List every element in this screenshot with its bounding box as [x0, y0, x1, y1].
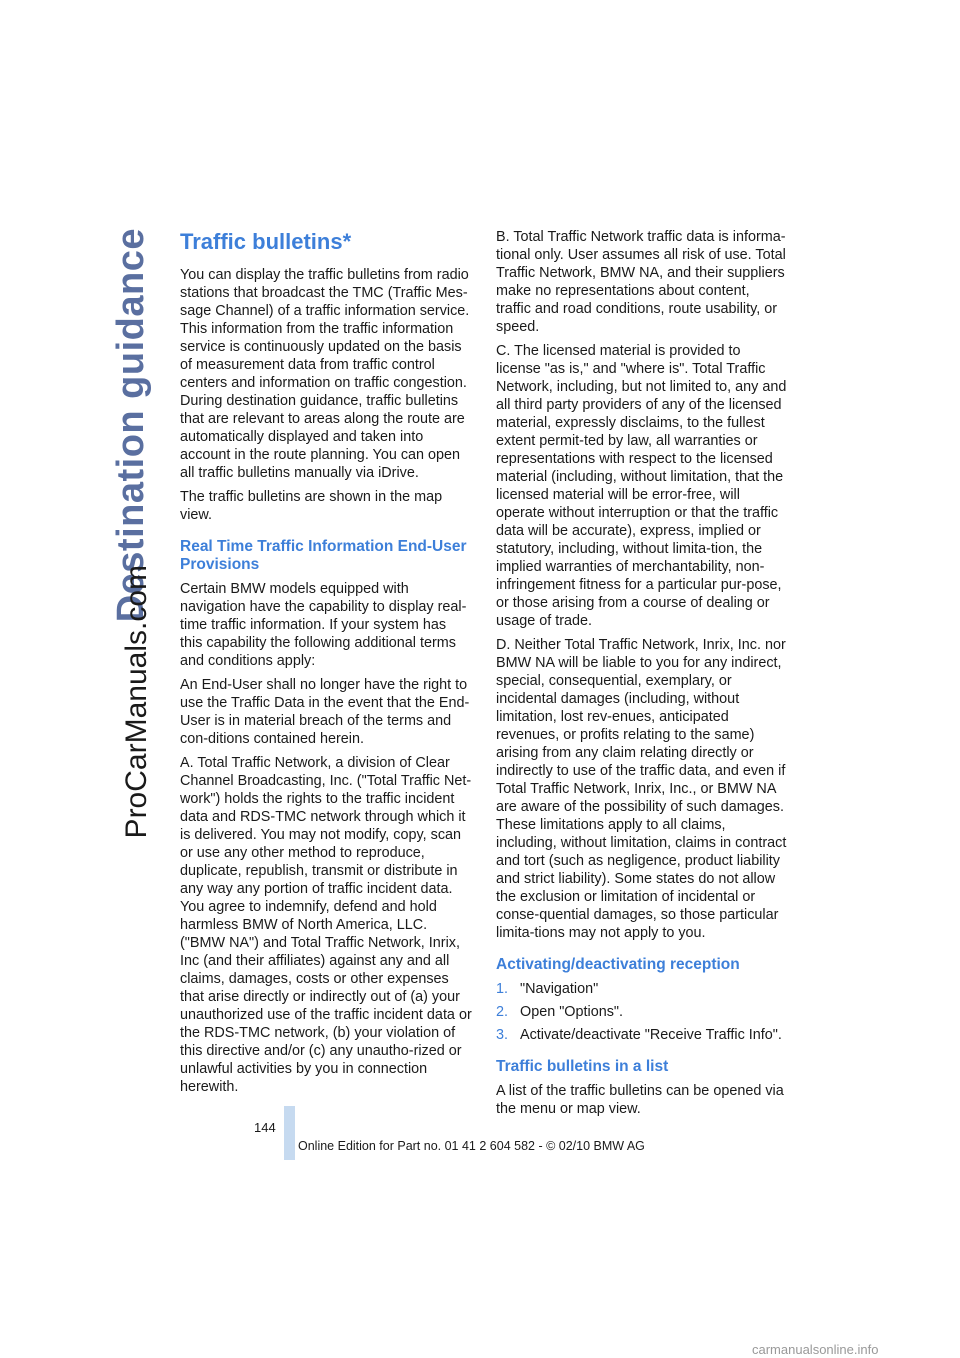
step-text: Activate/deactivate "Receive Traffic Info".: [520, 1027, 782, 1043]
intro-paragraph: You can display the traffic bulletins from radio stations that broadcast the TMC (Traffic Mes-sage Channel) of a traffic information service. This information from the traffic information service is continuously updated on the basis of measurement data from traffic control centers and information on traffic congestion.: [180, 267, 470, 391]
right-column: [496, 228, 788, 1124]
step-number: 1.: [496, 981, 509, 997]
activating-heading: Activating/deactivating reception: [496, 956, 740, 973]
provisions-paragraph-d: D. Neither Total Traffic Network, Inrix, Inc. nor BMW NA will be liable to you for any indirect, special, consequential, exemplary, or incidental damages (including, without limitation, lost rev-enues, anticipated revenues, or profits relating to the same) arising from any claim relating directly or indirectly to use of the traffic data, and even if Total Traffic Network, Inrix, Inc., or BMW NA are aware of the possibility of such damages. These limitations apply to all claims, including, without limitation, claims in contract and tort (such as negligence, product liability and strict liability). Some states do not allow the exclusion or limitation of incidental or conse-quential damages, so those particular limita-tions may not apply to you.: [496, 637, 787, 941]
provisions-paragraph-a: A. Total Traffic Network, a division of Clear Channel Broadcasting, Inc. ("Total Traffic Net-work") holds the rights to the traffic incident data and RDS-TMC network through which it is delivered. You may not modify, copy, scan or use any other method to reproduce, duplicate, republish, transmit or distribute in any way any portion of traffic incident data. You agree to indemnify, defend and hold harmless BMW of North America, LLC. ("BMW NA") and Total Traffic Network, Inrix, Inc (and their affiliates) against any and all claims, damages, costs or other expenses that arise directly or indirectly out of (a) your unauthorized use of the traffic incident data or the RDS-TMC network, (b) your violation of this directive and/or (c) any unautho-rized or unlawful activities by you in connection herewith.: [180, 755, 472, 1095]
list-paragraph: A list of the traffic bulletins can be opened via the menu or map view.: [496, 1083, 784, 1117]
activating-steps: [496, 980, 788, 1044]
provisions-paragraph-c: C. The licensed material is provided to license "as is," and "where is". Total Traffic Network, including, but not limited to, any and all third party providers of any of the licensed material, expressly disclaims, to the fullest extent permit-ted by law, all warranties or representations with respect to the licensed material (including, without limitation, that the licensed material will be error-free, will operate without interruption or that the traffic data will be accurate), express, implied or statutory, including, without limita-tion, the implied warranties of merchantability, non-infringement fitness for a particular pur-pose, or those arising from a course of dealing or usage of trade.: [496, 343, 787, 629]
provisions-paragraph-b: B. Total Traffic Network traffic data is informa-tional only. User assumes all risk of use. Total Traffic Network, BMW NA, and their suppliers make no representations about content, traffic and road conditions, route usability, or speed.: [496, 229, 786, 335]
left-column: [180, 228, 472, 1102]
step-number: 2.: [496, 1004, 509, 1020]
step-text: "Navigation": [520, 981, 599, 997]
watermark-left: ProCarManuals.com: [120, 565, 153, 839]
footer-accent-bar: [284, 1106, 295, 1160]
provisions-heading: Real Time Traffic Information End-User Provisions: [180, 538, 467, 573]
watermark-bottom: carmanualsonline.info: [752, 1342, 879, 1357]
step-text: Open "Options".: [520, 1004, 624, 1020]
list-item: [496, 980, 788, 998]
guidance-paragraph: During destination guidance, traffic bulletins that are relevant to areas along the route are automatically displayed and taken into account in the route planning. You can open all traffic bulletins manually via iDrive.: [180, 393, 465, 481]
page-heading: Traffic bulletins*: [180, 229, 352, 254]
page-number: 144: [254, 1120, 276, 1135]
map-view-paragraph: The traffic bulletins are shown in the map view.: [180, 489, 443, 523]
list-item: [496, 1003, 788, 1021]
footer-edition-text: Online Edition for Part no. 01 41 2 604 582 - © 02/10 BMW AG: [298, 1139, 645, 1153]
provisions-paragraph-2: An End-User shall no longer have the right to use the Traffic Data in the event that the End-User is in material breach of the terms and con-ditions contained herein.: [180, 677, 470, 747]
section-side-title: Destination guidance: [110, 228, 152, 623]
list-item: [496, 1026, 788, 1044]
step-number: 3.: [496, 1027, 509, 1043]
provisions-paragraph-1: Certain BMW models equipped with navigation have the capability to display real-time traffic information. If your system has this capability the following additional terms and conditions apply:: [180, 581, 467, 669]
list-heading: Traffic bulletins in a list: [496, 1058, 669, 1075]
